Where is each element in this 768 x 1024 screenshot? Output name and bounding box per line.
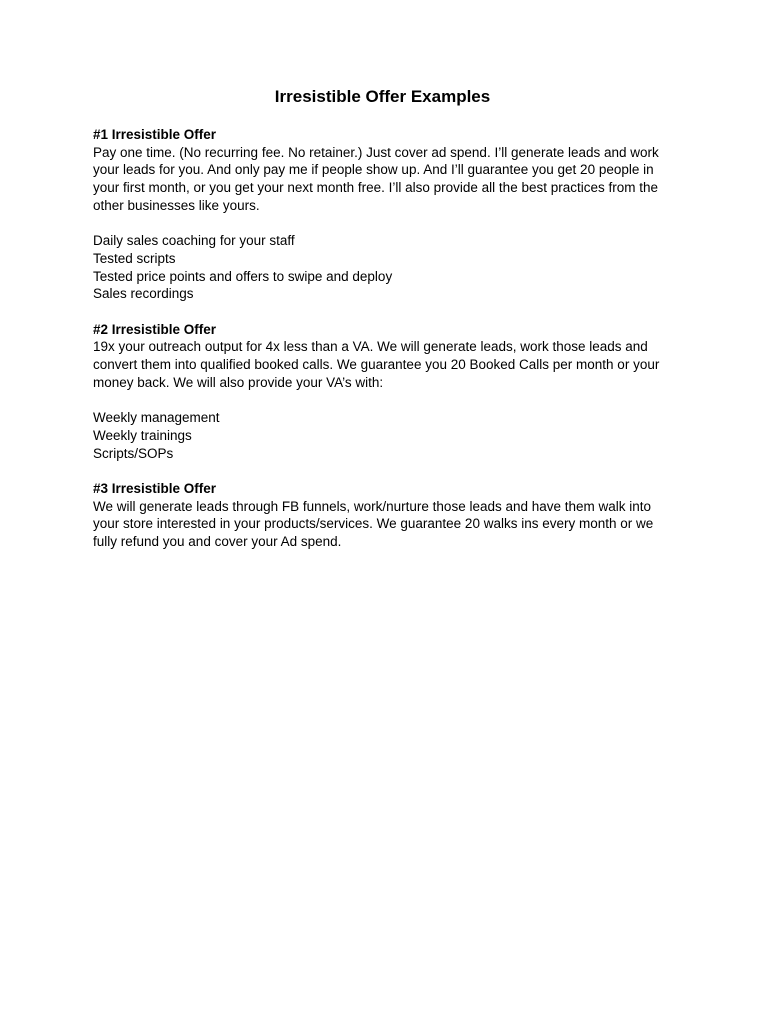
offer-list-1 [93, 232, 675, 303]
offer-section-3 [93, 480, 675, 551]
offer-paragraph-1: Pay one time. (No recurring fee. No retainer.) Just cover ad spend. I’ll generate leads and work your leads for you. And only pay me if people show up. And I’ll guarantee you get 20 people in your first month, or you get your next month free. I’ll also provide all the best practices from the other businesses like yours. [93, 144, 659, 213]
list-item: Tested scripts [93, 250, 176, 266]
offer-heading-1: #1 Irresistible Offer [93, 127, 217, 142]
offer-list-2 [93, 409, 675, 462]
offer-paragraph-3: We will generate leads through FB funnels, work/nurture those leads and have them walk into your store interested in your products/services. We guarantee 20 walks ins every month or we fully refund you and cover your Ad spend. [93, 498, 654, 550]
offer-section-2 [93, 321, 675, 463]
offer-section-1 [93, 126, 675, 303]
document-title: Irresistible Offer Examples [274, 87, 491, 106]
offer-heading-3: #3 Irresistible Offer [93, 481, 217, 496]
list-item: Tested price points and offers to swipe and deploy [93, 268, 393, 284]
offer-heading-2: #2 Irresistible Offer [93, 321, 217, 337]
list-item: Daily sales coaching for your staff [93, 233, 295, 249]
blank-line [93, 462, 675, 480]
offer-paragraph-2: 19x your outreach output for 4x less than a VA. We will generate leads, work those leads and convert them into qualified booked calls. We guarantee you 20 Booked Calls per month or your money back. We will also provide your VA’s with: [93, 339, 660, 390]
list-item: Sales recordings [93, 286, 194, 302]
blank-line [93, 303, 675, 321]
list-item: Scripts/SOPs [93, 445, 174, 461]
blank-line [93, 215, 675, 233]
list-item: Weekly trainings [93, 427, 192, 443]
list-item: Weekly management [93, 410, 220, 426]
blank-line [93, 392, 675, 410]
